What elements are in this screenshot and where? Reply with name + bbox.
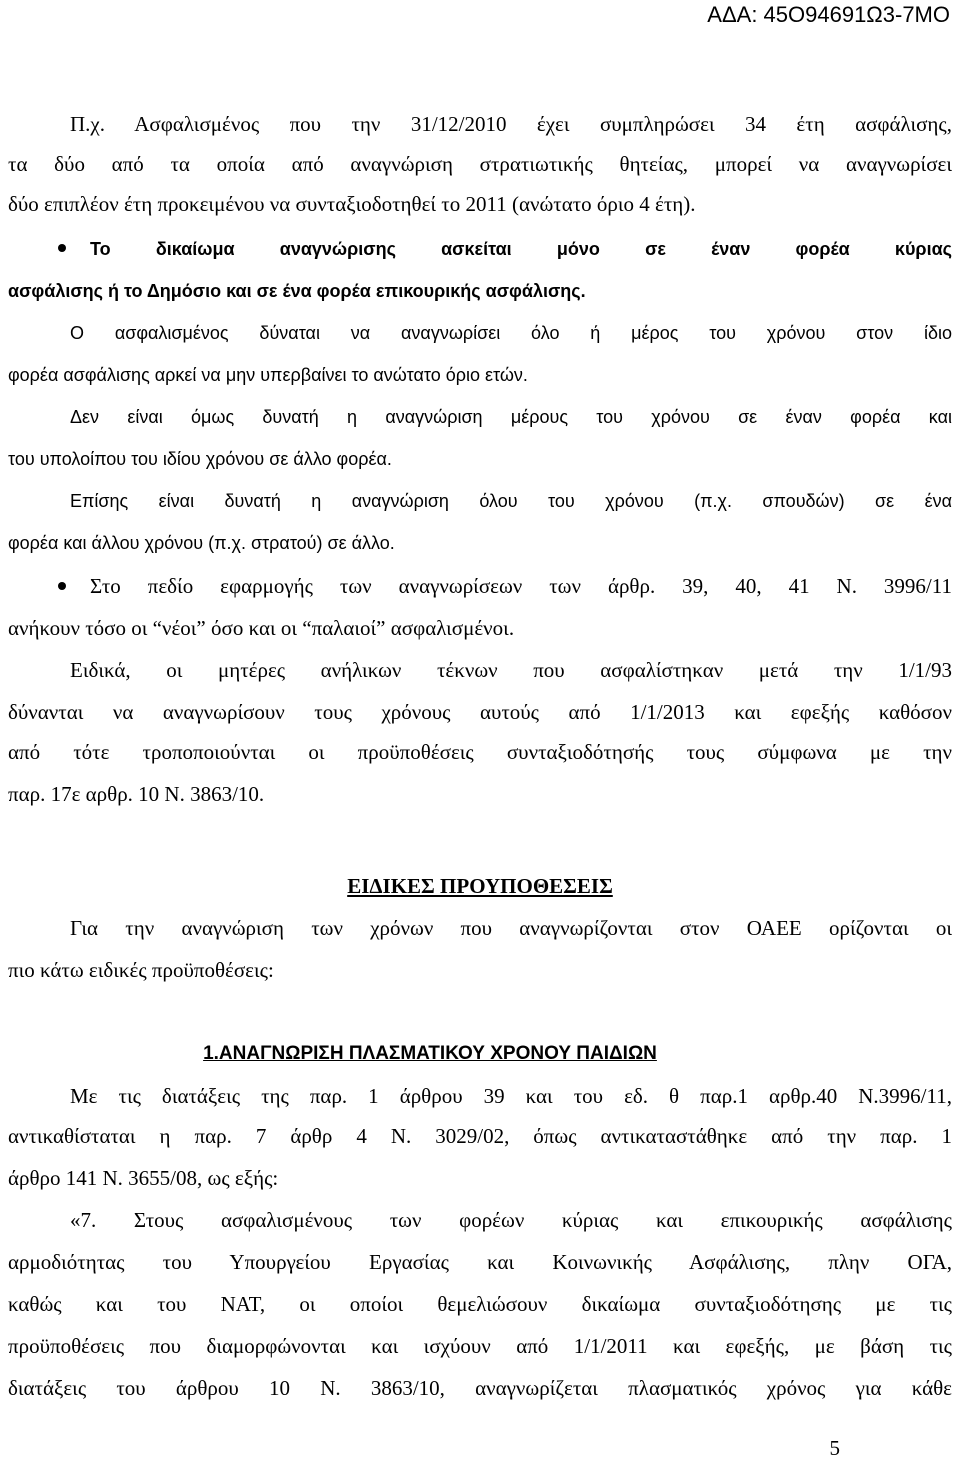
- paragraph5-line3: από τότε τροποποιούνται οι προϋποθέσεις συνταξιοδότησής τους σύμφωνα με την: [8, 740, 952, 764]
- paragraph7-line2: αντικαθίσταται η παρ. 7 άρθρ 4 Ν. 3029/02, όπως αντικαταστάθηκε από την παρ. 1: [8, 1124, 952, 1148]
- section-heading-special-conditions: ΕΙΔΙΚΕΣ ΠΡΟΥΠΟΘΕΣΕΙΣ: [347, 874, 613, 898]
- paragraph8-line3: καθώς και του ΝΑΤ, οι οποίοι θεμελιώσουν δικαίωμα συνταξιοδότησης με τις: [8, 1292, 952, 1316]
- section-heading-child-credit: 1.ΑΝΑΓΝΩΡΙΣΗ ΠΛΑΣΜΑΤΙΚΟΥ ΧΡΟΝΟΥ ΠΑΙΔΙΩΝ: [203, 1043, 657, 1064]
- paragraph-example-line2: τα δύο από τα οποία από αναγνώριση στρατιωτικής θητείας, μπορεί να αναγνωρίσει: [8, 152, 952, 176]
- page-number: 5: [829, 1436, 840, 1460]
- example-line1-text: Ασφαλισμένος που την 31/12/2010 έχει συμπληρώσει 34 έτη ασφάλισης,: [105, 112, 952, 136]
- paragraph3-line2: του υπολοίπου του ιδίου χρόνου σε άλλο φορέα.: [8, 449, 392, 469]
- bullet1-line2: ασφάλισης ή το Δημόσιο και σε ένα φορέα επικουρικής ασφάλισης.: [8, 281, 586, 301]
- paragraph7-line3: άρθρο 141 Ν. 3655/08, ως εξής:: [8, 1166, 279, 1190]
- bullet1-line1: Το δικαίωμα αναγνώρισης ασκείται μόνο σε έναν φορέα κύριας: [90, 239, 952, 259]
- paragraph6-line1: Για την αναγνώριση των χρόνων που αναγνωρίζονται στον ΟΑΕΕ ορίζονται οι: [70, 916, 952, 940]
- paragraph4-line2: φορέα και άλλου χρόνου (π.χ. στρατού) σε άλλο.: [8, 533, 395, 553]
- paragraph7-line1: Με τις διατάξεις της παρ. 1 άρθρου 39 και του εδ. θ παρ.1 αρθρ.40 Ν.3996/11,: [70, 1084, 952, 1108]
- paragraph8-line5: διατάξεις του άρθρου 10 Ν. 3863/10, αναγνωρίζεται πλασματικός χρόνος για κάθε: [8, 1376, 952, 1400]
- paragraph8-line4: προϋποθέσεις που διαμορφώνονται και ισχύουν από 1/1/2011 και εφεξής, με βάση τις: [8, 1334, 952, 1358]
- paragraph8-line2: αρμοδιότητας του Υπουργείου Εργασίας και Κοινωνικής Ασφάλισης, πλην ΟΓΑ,: [8, 1250, 952, 1274]
- paragraph5-line2: δύνανται να αναγνωρίσουν τους χρόνους αυτούς από 1/1/2013 και εφεξής καθόσον: [8, 700, 952, 724]
- bullet2-line1: Στο πεδίο εφαρμογής των αναγνωρίσεων των άρθρ. 39, 40, 41 Ν. 3996/11: [90, 574, 952, 598]
- document-id-header: ΑΔΑ: 45Ο94691Ω3-7ΜΟ: [707, 2, 950, 27]
- paragraph2-line2: φορέα ασφάλισης αρκεί να μην υπερβαίνει το ανώτατο όριο ετών.: [8, 365, 528, 385]
- bullet2-line2: ανήκουν τόσο οι “νέοι” όσο και οι “παλαιοί” ασφαλισμένοι.: [8, 616, 515, 640]
- paragraph2-line1: Ο ασφαλισμένος δύναται να αναγνωρίσει όλο ή μέρος του χρόνου στον ίδιο: [70, 323, 952, 343]
- paragraph3-line1: Δεν είναι όμως δυνατή η αναγνώριση μέρους του χρόνου σε έναν φορέα και: [70, 407, 952, 427]
- paragraph5-line1: Ειδικά, οι μητέρες ανήλικων τέκνων που ασφαλίστηκαν μετά την 1/1/93: [70, 658, 952, 682]
- bullet-icon: [58, 244, 66, 252]
- paragraph6-line2: πιο κάτω ειδικές προϋποθέσεις:: [8, 958, 274, 982]
- bullet-icon: [58, 582, 66, 590]
- paragraph4-line1: Επίσης είναι δυνατή η αναγνώριση όλου του χρόνου (π.χ. σπουδών) σε ένα: [70, 491, 952, 511]
- paragraph-example-line3: δύο επιπλέον έτη προκειμένου να συνταξιοδοτηθεί το 2011 (ανώτατο όριο 4 έτη).: [8, 192, 696, 216]
- paragraph5-line4: παρ. 17ε αρθρ. 10 Ν. 3863/10.: [8, 782, 265, 806]
- paragraph-example-line1: [70, 104, 952, 144]
- example-prefix: Π.χ.: [70, 112, 105, 136]
- paragraph8-line1: «7. Στους ασφαλισμένους των φορέων κύριας και επικουρικής ασφάλισης: [70, 1208, 952, 1232]
